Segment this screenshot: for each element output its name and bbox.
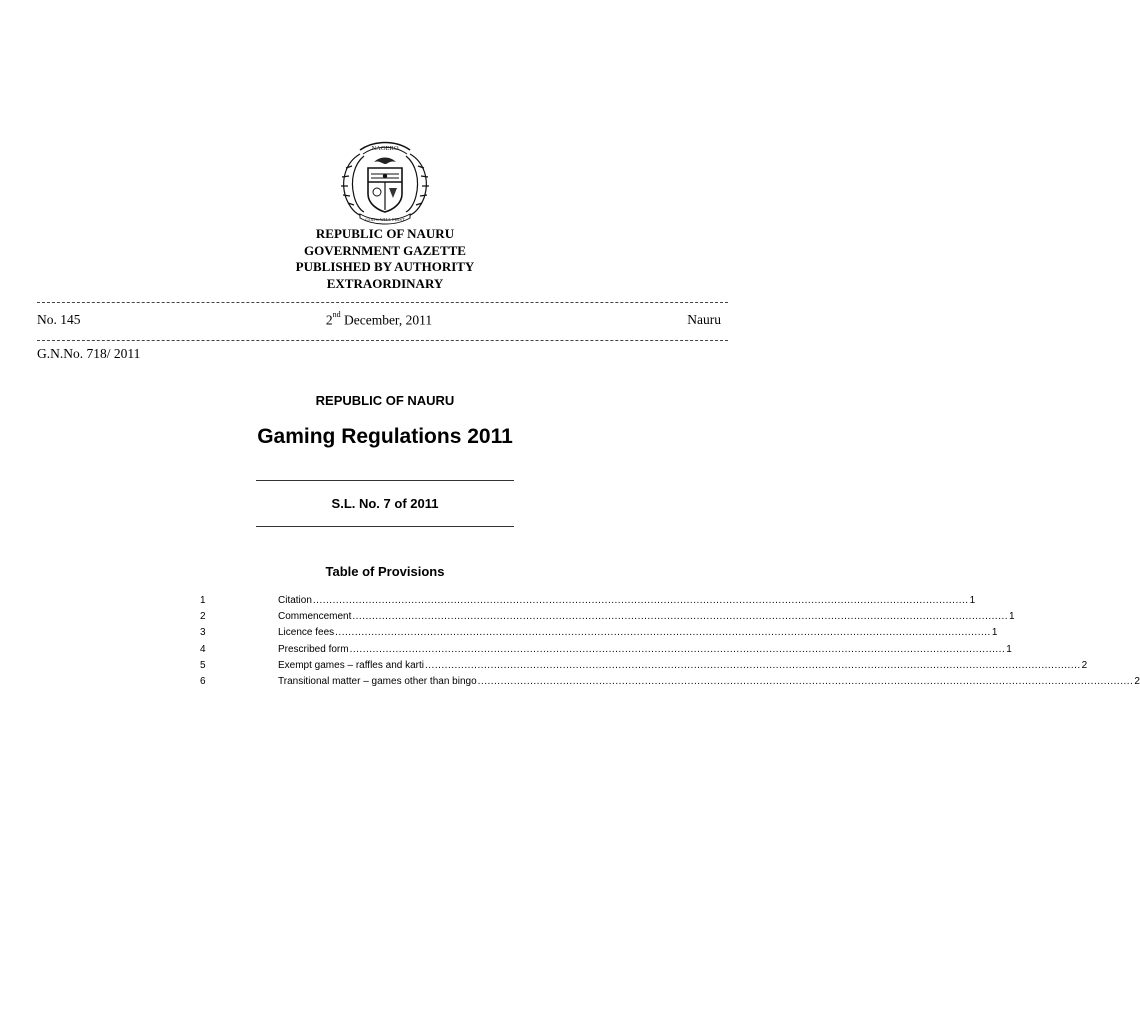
toc-item-number: 2 (200, 611, 206, 623)
toc-item-entry[interactable] (278, 609, 1015, 625)
issue-date (37, 312, 721, 329)
toc-item-label: Exempt games – raffles and karti (278, 659, 424, 671)
toc-dot-leader: ........................................................................................................................................................................................................ (335, 627, 991, 639)
toc-item-page: 2 (1081, 659, 1088, 671)
toc-item-entry[interactable] (278, 674, 1140, 690)
crest-motto-text: NAOERO (371, 145, 399, 152)
toc-item-entry[interactable] (278, 625, 998, 641)
toc-item-page: 1 (1006, 643, 1012, 655)
toc-item[interactable] (200, 593, 976, 609)
issue-day-suffix: nd (332, 310, 341, 319)
toc-dot-leader: ........................................................................................................................................................................................................ (312, 595, 969, 606)
title-rule (256, 526, 514, 527)
masthead-line: REPUBLIC OF NAURU (315, 226, 455, 241)
masthead-line: EXTRAORDINARY (326, 275, 444, 291)
toc-item-label: Prescribed form (278, 643, 349, 655)
issue-month-year: December, 2011 (340, 312, 433, 328)
crest-caption-text: GOD'S WILL FIRST (365, 217, 405, 222)
toc-item-label: Licence fees (278, 627, 335, 639)
toc-item-entry[interactable] (278, 593, 976, 609)
table-of-provisions (200, 593, 1140, 690)
regulation-country: REPUBLIC OF NAURU (315, 393, 455, 408)
toc-item[interactable] (200, 658, 1088, 674)
toc-item-page: 1 (991, 627, 998, 639)
toc-dot-leader: ........................................................................................................................................................................................................ (349, 643, 1006, 655)
title-rule (256, 480, 514, 481)
gazette-masthead (0, 226, 770, 292)
toc-item-number: 1 (200, 595, 206, 606)
toc-dot-leader: ........................................................................................................................................................................................................ (352, 611, 1009, 623)
toc-item-number: 3 (200, 627, 206, 639)
issue-line (37, 312, 721, 330)
toc-item-page: 2 (1134, 675, 1140, 687)
dashed-divider (37, 302, 728, 303)
toc-item[interactable] (200, 674, 1140, 690)
toc-item-label: Commencement (278, 611, 352, 623)
gazette-notice-number: G.N.No. 718/ 2011 (37, 346, 141, 361)
toc-dot-leader: ........................................................................................................................................................................................................ (425, 659, 1081, 671)
toc-item-label: Citation (278, 595, 312, 606)
issue-number: No. 145 (37, 312, 81, 327)
toc-item-page: 1 (1009, 611, 1015, 623)
nauru-coat-of-arms-icon (330, 136, 440, 224)
regulation-title: Gaming Regulations 2011 (257, 425, 513, 448)
toc-item-number: 6 (200, 675, 206, 687)
statutory-instrument-number: S.L. No. 7 of 2011 (331, 496, 439, 511)
toc-item[interactable] (200, 642, 1012, 658)
toc-item-number: 5 (200, 659, 206, 671)
toc-item[interactable] (200, 625, 998, 641)
dashed-divider (37, 340, 728, 341)
toc-heading: Table of Provisions (325, 564, 445, 579)
masthead-line: PUBLISHED BY AUTHORITY (295, 259, 475, 274)
toc-item[interactable] (200, 609, 1015, 625)
toc-item-page: 1 (969, 595, 976, 606)
issue-day: 2 (325, 312, 333, 328)
toc-item-number: 4 (200, 643, 206, 655)
toc-dot-leader: ........................................................................................................................................................................................................ (477, 675, 1134, 687)
masthead-line: GOVERNMENT GAZETTE (304, 242, 466, 258)
toc-item-entry[interactable] (278, 658, 1088, 674)
issue-place: Nauru (687, 312, 721, 327)
toc-item-entry[interactable] (278, 642, 1012, 658)
toc-item-label: Transitional matter – games other than bingo (278, 675, 477, 687)
